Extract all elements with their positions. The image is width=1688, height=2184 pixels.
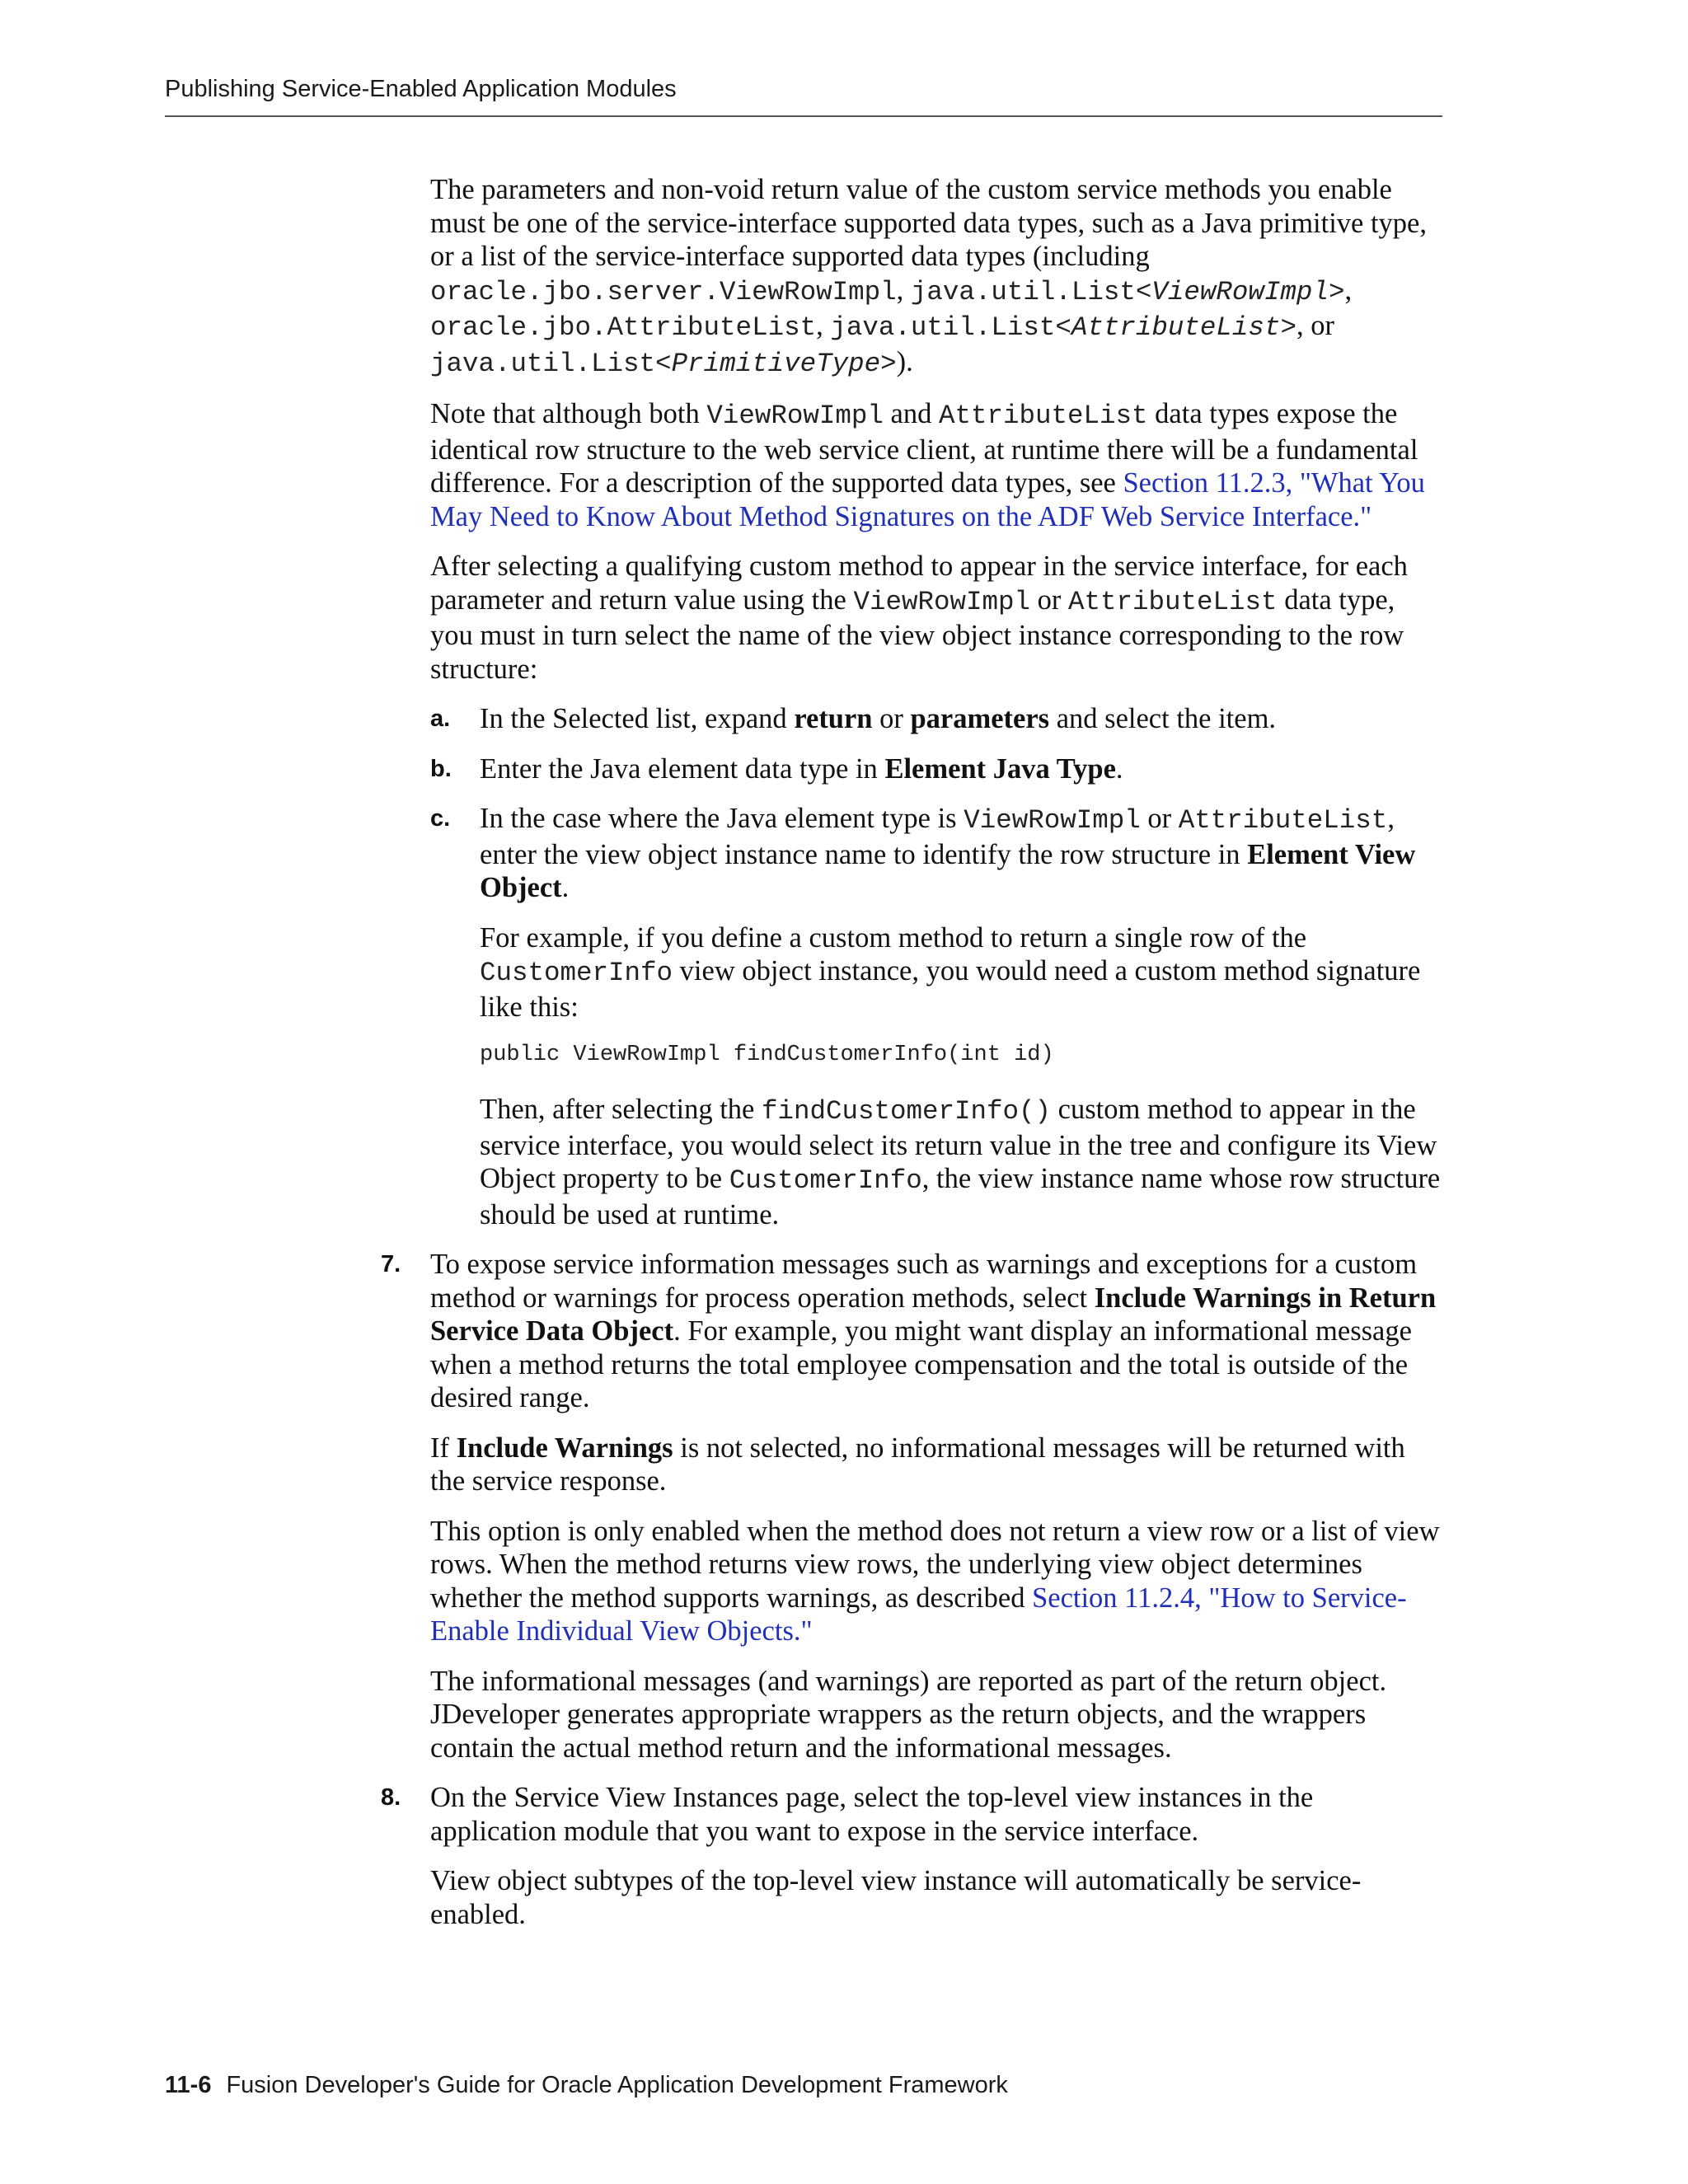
book-title: Fusion Developer's Guide for Oracle Application Development Framework bbox=[226, 2072, 1008, 2098]
paragraph-row-structure-note: Note that although both ViewRowImpl and AttributeList data types expose the identical row structure to the web service client, at runtime there will be a fundamental difference. For a description of the supported data types, see Section 11.2.3, "What You May Need to Know About Method Signatures on the ADF Web Service Interface." bbox=[430, 398, 1425, 532]
running-header: Publishing Service-Enabled Application Modules bbox=[165, 76, 677, 102]
substep-b: b. Enter the Java element data type in Element Java Type. bbox=[430, 752, 1123, 785]
code-list-attributelist: java.util.List<AttributeList> bbox=[830, 312, 1296, 343]
step-number: 7. bbox=[381, 1251, 401, 1277]
code-viewrowimpl-class: oracle.jbo.server.ViewRowImpl bbox=[430, 276, 897, 307]
body-text bbox=[381, 173, 1444, 1947]
step-8: 8. On the Service View Instances page, select the top-level view instances in the application module that you want to expose in the service interface. View object subtypes of the top-level view instance will automatically be service-enabled. bbox=[381, 1782, 1362, 1930]
code-example-signature: public ViewRowImpl findCustomerInfo(int id) bbox=[480, 1043, 1054, 1067]
paragraph-select-view-object: After selecting a qualifying custom method to appear in the service interface, for each parameter and return value using the ViewRowImpl or AttributeList data type, you must in turn select the name of the view object instance corresponding to the row structure: bbox=[430, 551, 1408, 685]
paragraph-example: For example, if you define a custom method to return a single row of the CustomerInfo view object instance, you would need a custom method signature like this: bbox=[480, 921, 1421, 1023]
step-number: 8. bbox=[381, 1784, 401, 1811]
page-footer bbox=[165, 2072, 1008, 2099]
substep-letter: a. bbox=[430, 705, 451, 732]
code-list-primitivetype: java.util.List<PrimitiveType> bbox=[430, 348, 897, 379]
link-section-11-2-3[interactable]: Section 11.2.3, "What You May Need to Know About Method Signatures on the ADF Web Service Interface." bbox=[430, 467, 1425, 532]
header-rule bbox=[165, 115, 1442, 117]
link-section-11-2-4[interactable]: Section 11.2.4, "How to Service-Enable Individual View Objects." bbox=[430, 1582, 1407, 1647]
paragraph-then: Then, after selecting the findCustomerInfo() custom method to appear in the service interface, you would select its return value in the tree and configure its View Object property to be CustomerInfo, the view instance name whose row structure should be used at runtime. bbox=[480, 1094, 1441, 1230]
page-number: 11-6 bbox=[165, 2072, 212, 2098]
step-7: 7. To expose service information messages such as warnings and exceptions for a custom method or warnings for process operation methods, select Include Warnings in Return Service Data Object. For example, you might want display an informational message when a method returns the total employee compensation and the total is outside of the desired range. If Include Warnings is not selected, no informational messages will be returned with the service response. This option is only enabled when the method does not return a view row or a list of view rows. When the method returns view rows, the underlying view object determines whether the method supports warnings, as described Section 11.2.4, "How to Service-Enable Individual View Objects." The informational messages (and warnings) are reported as part of the return object. JDeveloper generates appropriate wrappers as the return objects, and the wrappers contain the actual method return and the informational messages. bbox=[381, 1249, 1440, 1764]
paragraph-data-types: The parameters and non-void return value of the custom service methods you enable must be one of the service-interface supported data types, such as a Java primitive type, or a list of the service-interface supported data types (including oracle.jbo.server.ViewRowImpl, java.util.List<ViewRowImpl>, oracle.jbo.AttributeList, java.util.List<AttributeList>, or java.util.List<PrimitiveType>). bbox=[430, 174, 1427, 379]
substep-a: a. In the Selected list, expand return or parameters and select the item. bbox=[430, 703, 1277, 734]
substep-c: c. In the case where the Java element type is ViewRowImpl or AttributeList, enter the view object instance name to identify the row structure in Element View Object. For example, if you define a custom method to return a single row of the CustomerInfo view object instance, you would need a custom method signature like this: public ViewRowImpl findCustomerInfo(int id) Then, after selecting the findCustomerInfo() custom method to appear in the service interface, you would select its return value in the tree and configure its View Object property to be CustomerInfo, the view instance name whose row structure should be used at runtime. bbox=[480, 802, 1444, 1231]
code-attributelist-class: oracle.jbo.AttributeList bbox=[430, 312, 817, 343]
substep-letter: b. bbox=[430, 755, 452, 782]
code-list-viewrowimpl: java.util.List<ViewRowImpl> bbox=[910, 276, 1345, 307]
substep-letter: c. bbox=[430, 805, 451, 832]
